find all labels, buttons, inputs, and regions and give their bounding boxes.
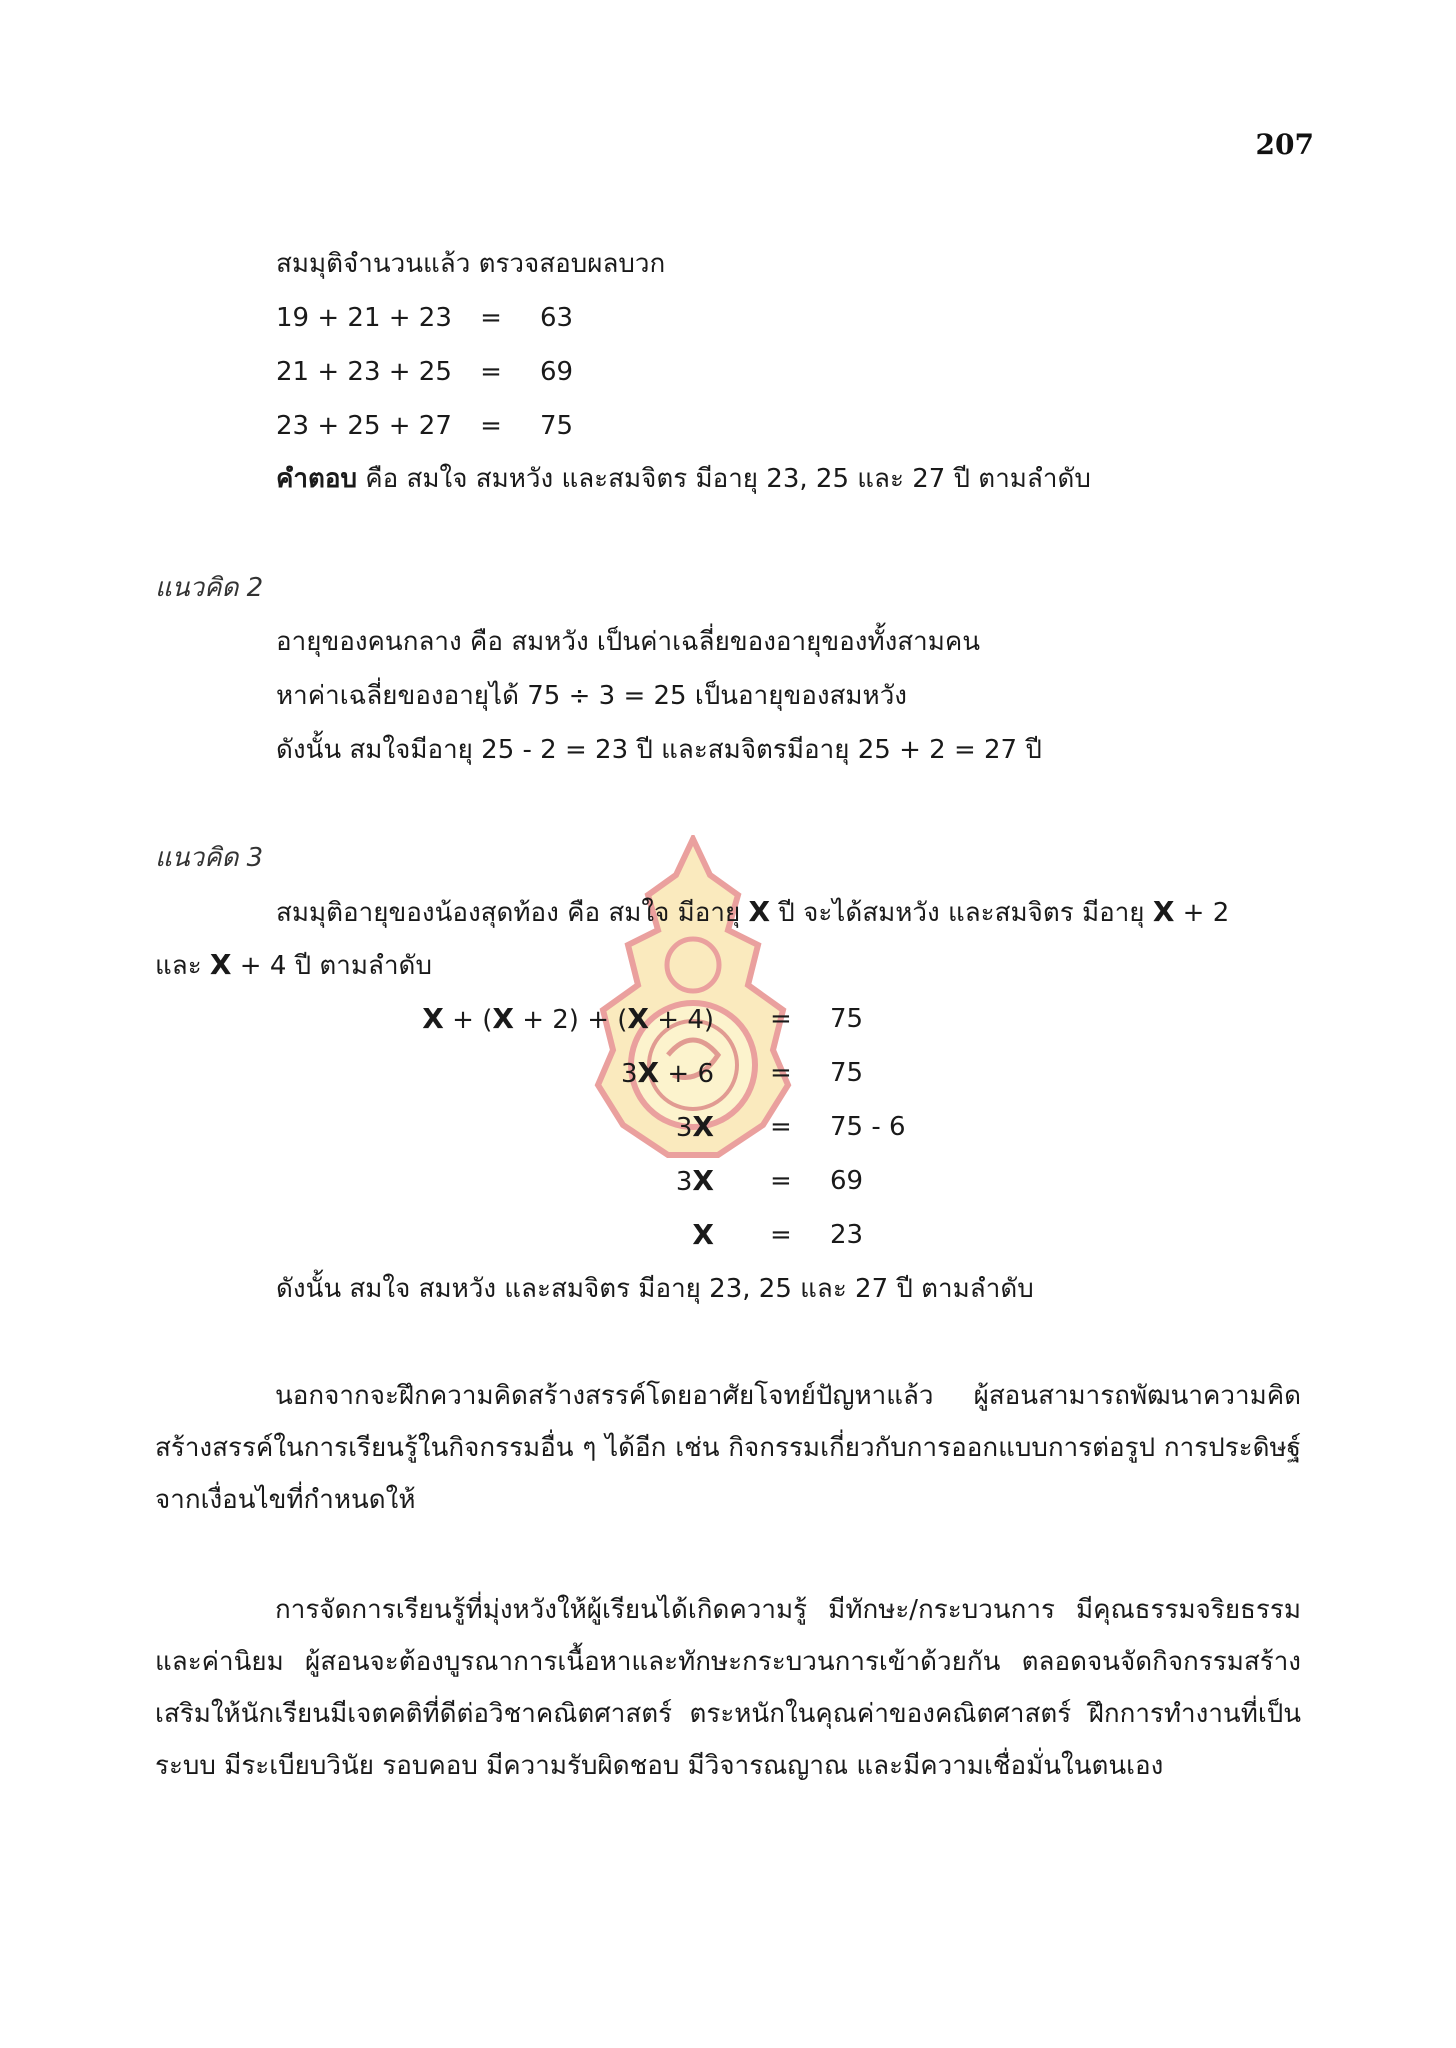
- lhs-part: 3: [621, 1059, 638, 1089]
- approach2-line: หาค่าเฉลี่ยของอายุได้ 75 ÷ 3 = 25 เป็นอายุของสมหวัง: [276, 681, 907, 711]
- page-number: 207: [1255, 128, 1314, 161]
- text-fragment: สมมุติอายุของน้องสุดท้อง คือ สมใจ มีอายุ: [276, 898, 749, 928]
- sum-rhs: 63: [540, 303, 574, 333]
- lhs-part: 3: [675, 1113, 693, 1143]
- lhs-part: + 6: [659, 1059, 714, 1089]
- equation-lhs: [676, 1110, 714, 1145]
- equation-rhs: 69: [830, 1166, 864, 1196]
- sum-row: [276, 355, 573, 389]
- text-fragment: + 4 ปี ตามลำดับ: [231, 951, 432, 981]
- answer-text: คือ สมใจ สมหวัง และสมจิตร มีอายุ 23, 25 และ 27 ปี ตามลำดับ: [357, 464, 1091, 494]
- lhs-part: X: [692, 1218, 714, 1251]
- equation-lhs: [621, 1056, 714, 1091]
- equals-sign: =: [770, 1220, 792, 1250]
- sum-row: [276, 409, 573, 443]
- sum-row: [276, 301, 573, 335]
- text-fragment: + 2: [1174, 898, 1230, 928]
- variable-x: X: [1152, 895, 1175, 928]
- answer-label: คำตอบ: [276, 464, 357, 494]
- equation-row: [0, 1110, 1456, 1144]
- equation-rhs: 75 - 6: [830, 1112, 906, 1142]
- text-fragment: ปี จะได้สมหวัง และสมจิตร มีอายุ: [770, 898, 1153, 928]
- lhs-part: X: [692, 1164, 714, 1197]
- approach2-line: อายุของคนกลาง คือ สมหวัง เป็นค่าเฉลี่ยของอายุของทั้งสามคน: [276, 627, 981, 657]
- variable-x: X: [209, 948, 232, 981]
- equals-sign: =: [480, 303, 502, 333]
- heading-approach-3: แนวคิด 3: [155, 843, 264, 873]
- sum-lhs: 21 + 23 + 25: [276, 357, 452, 387]
- lhs-part: X: [692, 1110, 714, 1143]
- equals-sign: =: [480, 411, 502, 441]
- approach3-line1: [276, 895, 1229, 930]
- lhs-part: X: [637, 1056, 660, 1089]
- lhs-part: + 4): [649, 1005, 714, 1035]
- lhs-part: + (: [443, 1005, 493, 1035]
- paragraph-learning-management: การจัดการเรียนรู้ที่มุ่งหวังให้ผู้เรียนได้เกิดความรู้ มีทักษะ/กระบวนการ มีคุณธรรมจริยธรรม และค่านิยม ผู้สอนจะต้องบูรณาการเนื้อหาและทักษะกระบวนการเข้าด้วยกัน ตลอดจนจัดกิจกรรมสร้างเสริมให้นักเรียนมีเจตคติที่ดีต่อวิชาคณิตศาสตร์ ตระหนักในคุณค่าของคณิตศาสตร์ ฝึกการทำงานที่เป็นระบบ มีระเบียบวินัย รอบคอบ มีความรับผิดชอบ มีวิจารณญาณ และมีความเชื่อมั่นในตนเอง: [155, 1595, 1301, 1781]
- text-fragment: และ: [155, 951, 210, 981]
- equation-rhs: 75: [830, 1004, 864, 1034]
- approach3-line2: [155, 948, 432, 983]
- equation-row: [0, 1056, 1456, 1090]
- assume-intro: สมมุติจำนวนแล้ว ตรวจสอบผลบวก: [276, 249, 666, 279]
- equation-row: [0, 1218, 1456, 1252]
- equation-rhs: 75: [830, 1058, 864, 1088]
- equation-lhs: [676, 1164, 714, 1199]
- equation-row: [0, 1164, 1456, 1198]
- sum-rhs: 75: [540, 411, 574, 441]
- approach2-line: ดังนั้น สมใจมีอายุ 25 - 2 = 23 ปี และสมจิตรมีอายุ 25 + 2 = 27 ปี: [276, 735, 1042, 765]
- lhs-part: X: [422, 1002, 444, 1035]
- equals-sign: =: [770, 1112, 792, 1142]
- sum-lhs: 19 + 21 + 23: [276, 303, 452, 333]
- lhs-part: + 2) + (: [513, 1005, 628, 1035]
- equals-sign: =: [480, 357, 502, 387]
- lhs-part: 3: [675, 1167, 693, 1197]
- equals-sign: =: [770, 1058, 792, 1088]
- equation-lhs: [422, 1002, 714, 1037]
- sum-rhs: 69: [540, 357, 574, 387]
- heading-approach-2: แนวคิด 2: [155, 573, 264, 603]
- sum-lhs: 23 + 25 + 27: [276, 411, 452, 441]
- lhs-part: X: [492, 1002, 514, 1035]
- equation-row: [0, 1002, 1456, 1036]
- answer-line: [276, 462, 1091, 496]
- equation-lhs: [692, 1218, 714, 1253]
- paragraph-creative-thinking: นอกจากจะฝึกความคิดสร้างสรรค์โดยอาศัยโจทย์ปัญหาแล้ว ผู้สอนสามารถพัฒนาความคิดสร้างสรรค์ในการเรียนรู้ในกิจกรรมอื่น ๆ ได้อีก เช่น กิจกรรมเกี่ยวกับการออกแบบการต่อรูป การประดิษฐ์จากเงื่อนไขที่กำหนดให้: [155, 1381, 1301, 1515]
- equation-rhs: 23: [830, 1220, 864, 1250]
- approach3-conclusion: ดังนั้น สมใจ สมหวัง และสมจิตร มีอายุ 23, 25 และ 27 ปี ตามลำดับ: [276, 1274, 1034, 1304]
- equals-sign: =: [770, 1166, 792, 1196]
- equals-sign: =: [770, 1004, 792, 1034]
- lhs-part: X: [627, 1002, 649, 1035]
- variable-x: X: [748, 895, 771, 928]
